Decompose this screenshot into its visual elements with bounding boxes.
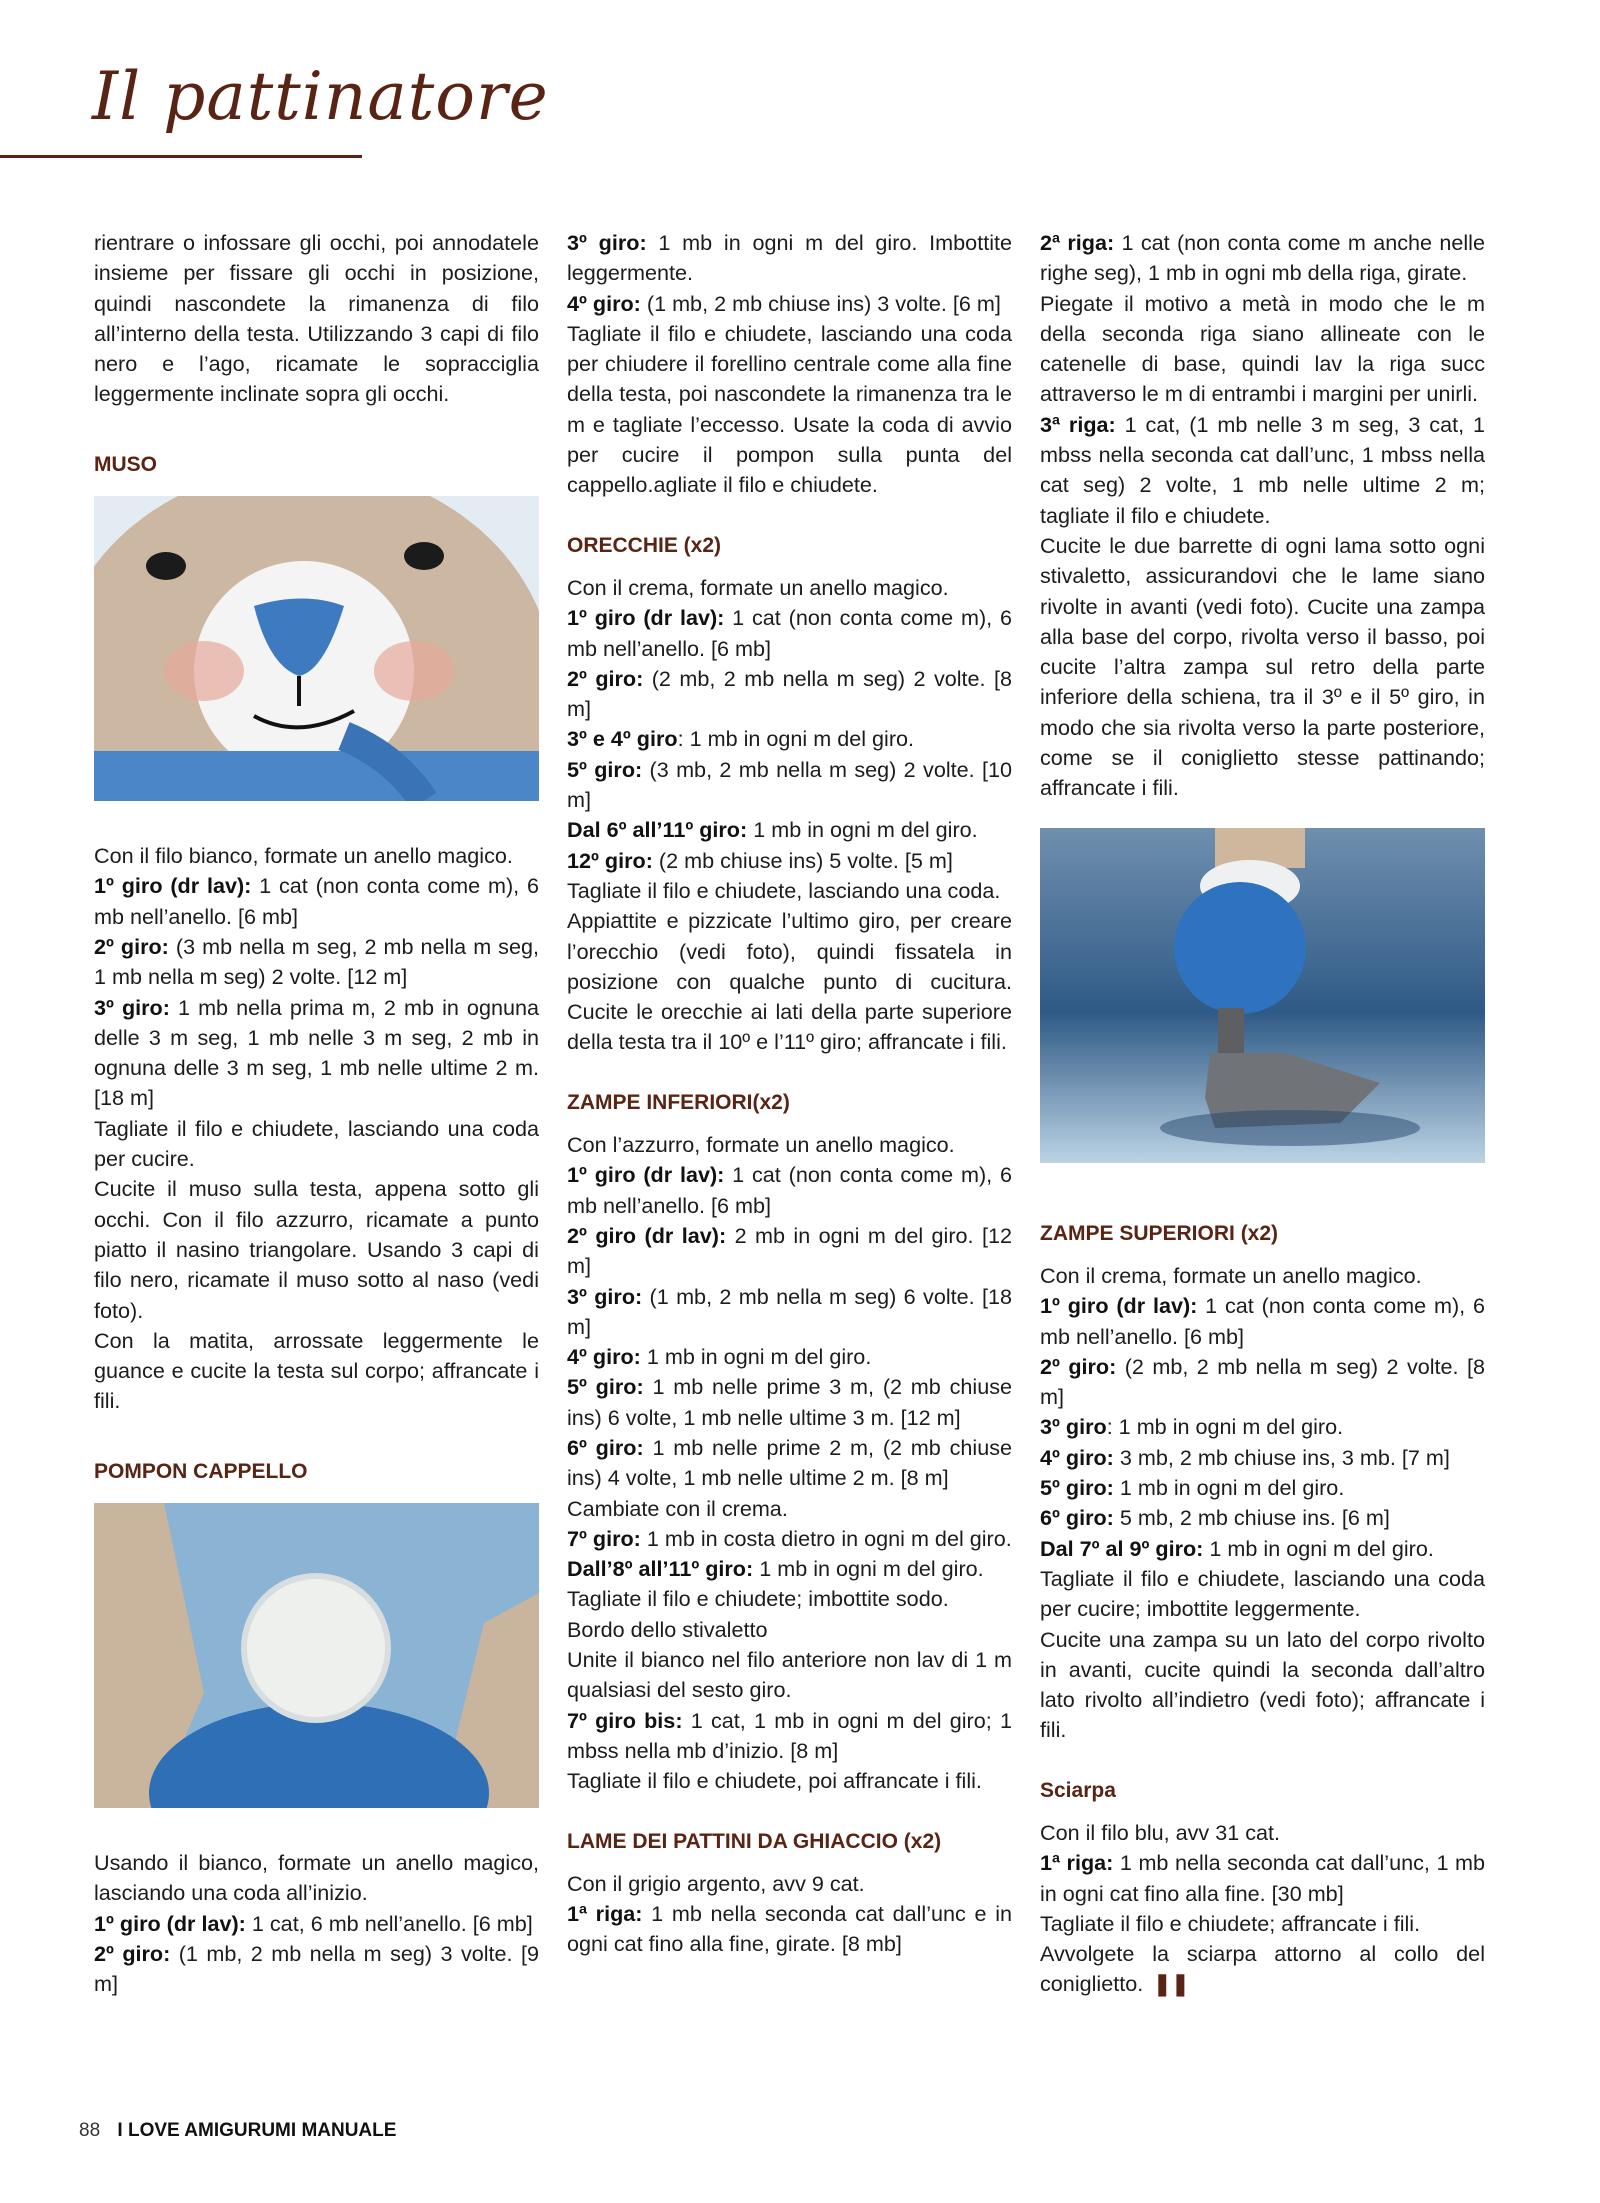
lame-instruction: Cucite le due barrette di ogni lama sotto ogni stivaletto, assicurandovi che le lame siano rivolte in avanti (vedi foto). Cucite una zampa alla base del corpo, rivolta verso il basso, poi cucite l’altra zampa sul retro della parte inferiore della schiena, tra il 3º e il 5º giro, in modo che sia rivolta verso la parte posteriore, come se il coniglietto stesse pattinando; affrancate i fili. [1040,532,1485,801]
zampe-superiori-round: 1º giro (dr lav): 1 cat (non conta come m), 6 mb nell’anello. [6 mb] [1040,1293,1485,1349]
zampe-inferiori-round: 6º giro: 1 mb nelle prime 2 m, (2 mb chiuse ins) 4 volte, 1 mb nelle ultime 2 m. [8 m] [567,1434,1013,1491]
orecchie-instruction: Appiattite e pizzicate l’ultimo giro, per creare l’orecchio (vedi foto), quindi fissatela in posizione con qualche punto di cucitura. Cucite le orecchie ai lati della parte superiore della testa tra il 10º e l’11º giro; affrancate i fili. [567,908,1012,1055]
sciarpa-instruction: Tagliate il filo e chiudete; affrancate i fili. [1040,1910,1421,1936]
sciarpa-instruction: Con il filo blu, avv 31 cat. [1040,1819,1281,1845]
zampe-inferiori-round: 2º giro (dr lav): 2 mb in ogni m del giro. [12 m] [567,1222,1012,1279]
zampe-superiori-round: 2º giro: (2 mb, 2 mb nella m seg) 2 volte. [8 m] [1040,1353,1485,1410]
lame-row-1: 1ª riga: 1 mb nella seconda cat dall’unc e in ogni cat fino alla fine, girate. [8 mb] [567,1901,1013,1957]
zampe-superiori-round: 3º giro: 1 mb in ogni m del giro. [1040,1414,1344,1440]
column-1 [94,228,539,2000]
muso-round-3: 3º giro: 1 mb nella prima m, 2 mb in ognuna delle 3 m seg, 1 mb nelle 3 m seg, 2 mb in ognuna delle 3 m seg, 1 mb nelle ultime 2 m. [18 m] [94,994,539,1111]
pompon-instruction: Tagliate il filo e chiudete, lasciando una coda per chiudere il forellino centrale come alla fine della testa, poi nascondete la rimanenza tra le m e tagliate l’eccesso. Usate la coda di avvio per cucire il pompon sulla punta del cappello.agliate il filo e chiudete. [567,320,1012,498]
section-heading-lame: LAME DEI PATTINI DA GHIACCIO (x2) [567,1829,942,1853]
zampe-inferiori-instruction: Unite il bianco nel filo anteriore non lav di 1 m qualsiasi del sesto giro. [567,1647,1012,1703]
muso-round-2: 2º giro: (3 mb nella m seg, 2 mb nella m seg, 1 mb nella m seg) 2 volte. [12 m] [94,933,539,990]
photo-hat-pompon [94,1503,539,1808]
title-underline [0,155,362,158]
zampe-superiori-round: 4º giro: 3 mb, 2 mb chiuse ins, 3 mb. [7 m] [1040,1444,1450,1470]
zampe-inferiori-round: 1º giro (dr lav): 1 cat (non conta come m), 6 mb nell’anello. [6 mb] [567,1162,1012,1218]
section-heading-muso: MUSO [94,452,157,476]
sciarpa-row-1: 1ª riga: 1 mb nella seconda cat dall’unc, 1 mb in ogni cat fino alla fine. [30 mb] [1040,1850,1485,1906]
zampe-superiori-instruction: Con il crema, formate un anello magico. [1040,1262,1422,1288]
zampe-superiori-round: Dal 7º al 9º giro: 1 mb in ogni m del giro. [1040,1535,1434,1561]
pompon-round-1: 1º giro (dr lav): 1 cat, 6 mb nell’anello. [6 mb] [94,1910,533,1936]
zampe-superiori-round: 5º giro: 1 mb in ogni m del giro. [1040,1475,1345,1501]
zampe-inferiori-round: 7º giro bis: 1 cat, 1 mb in ogni m del giro; 1 mbss nella mb d’inizio. [8 m] [567,1707,1012,1763]
muso-instruction: Cucite il muso sulla testa, appena sotto gli occhi. Con il filo azzurro, ricamate a punto piatto il nasino triangolare. Usando 3 capi di filo nero, ricamate il muso sotto al naso (vedi foto). [94,1176,539,1323]
orecchie-round: Dal 6º all’11º giro: 1 mb in ogni m del giro. [567,817,978,843]
pompon-round-3: 3º giro: 1 mb in ogni m del giro. Imbottite leggermente. [567,230,1012,286]
zampe-inferiori-round: 3º giro: (1 mb, 2 mb nella m seg) 6 volte. [18 m] [567,1283,1012,1339]
orecchie-round: 2º giro: (2 mb, 2 mb nella m seg) 2 volte. [8 m] [567,665,1012,722]
section-heading-orecchie: ORECCHIE (x2) [567,533,722,557]
photo-skate-leg [1040,828,1485,1163]
zampe-inferiori-round: 5º giro: 1 mb nelle prime 3 m, (2 mb chiuse ins) 6 volte, 1 mb nelle ultime 3 m. [12 m] [567,1374,1013,1430]
section-heading-sciarpa: Sciarpa [1040,1778,1116,1802]
lame-row-3: 3ª riga: 1 cat, (1 mb nelle 3 m seg, 3 cat, 1 mbss nella seconda cat dall’unc, 1 mbss nella cat seg) 2 volte, 1 mb nelle ultime 2 m; tagliate il filo e chiudete. [1040,411,1486,528]
page-title: Il pattinatore [92,58,549,135]
orecchie-round: 3º e 4º giro: 1 mb in ogni m del giro. [567,726,915,752]
end-mark: ❚❚ [1153,1971,1190,1997]
muso-instruction: Con la matita, arrossate leggermente le guance e cucite la testa sul corpo; affrancate i fili. [94,1327,539,1414]
zampe-inferiori-instruction: Con l’azzurro, formate un anello magico. [567,1132,955,1158]
zampe-inferiori-instruction: Tagliate il filo e chiudete, poi affrancate i fili. [567,1768,982,1794]
orecchie-round: 12º giro: (2 mb chiuse ins) 5 volte. [5 m] [567,847,953,873]
zampe-inferiori-round: 4º giro: 1 mb in ogni m del giro. [567,1344,872,1370]
section-heading-zampe-inferiori: ZAMPE INFERIORI(x2) [567,1090,790,1114]
section-heading-zampe-superiori: ZAMPE SUPERIORI (x2) [1040,1221,1279,1245]
page-footer [79,2120,396,2142]
zampe-inferiori-round: 7º giro: 1 mb in costa dietro in ogni m del giro. [567,1525,1012,1551]
section-heading-pompon: POMPON CAPPELLO [94,1459,308,1483]
orecchie-round: 1º giro (dr lav): 1 cat (non conta come m), 6 mb nell’anello. [6 mb] [567,605,1012,661]
muso-instruction: Con il filo bianco, formate un anello magico. [94,843,513,869]
intro-paragraph: rientrare o infossare gli occhi, poi annodatele insieme per fissare gli occhi in posizione, quindi nascondete la rimanenza di filo all’interno della testa. Utilizzando 3 capi di filo nero e l’ago, ricamate le sopracciglia leggermente inclinate sopra gli occhi. [94,230,539,407]
zampe-inferiori-subheading: Bordo dello stivaletto [567,1616,768,1642]
photo-bunny-muzzle [94,496,539,801]
orecchie-instruction: Con il crema, formate un anello magico. [567,574,949,600]
pompon-instruction: Usando il bianco, formate un anello magico, lasciando una coda all’inizio. [94,1850,539,1906]
muso-instruction: Tagliate il filo e chiudete, lasciando una coda per cucire. [94,1115,539,1172]
lame-instruction: Con il grigio argento, avv 9 cat. [567,1870,865,1896]
pompon-round-2: 2º giro: (1 mb, 2 mb nella m seg) 3 volte. [9 m] [94,1940,539,1997]
pompon-round-4: 4º giro: (1 mb, 2 mb chiuse ins) 3 volte. [6 m] [567,290,1001,316]
page-number: 88 [79,2120,101,2141]
zampe-superiori-instruction: Cucite una zampa su un lato del corpo rivolto in avanti, cucite quindi la seconda dall’altro lato rivolto all’indietro (vedi foto); affrancate i fili. [1040,1626,1485,1743]
orecchie-instruction: Tagliate il filo e chiudete, lasciando una coda. [567,877,1001,903]
zampe-inferiori-instruction: Tagliate il filo e chiudete; imbottite sodo. [567,1586,949,1612]
zampe-inferiori-round: Dall’8º all’11º giro: 1 mb in ogni m del giro. [567,1556,984,1582]
zampe-superiori-instruction: Tagliate il filo e chiudete, lasciando una coda per cucire; imbottite leggermente. [1040,1565,1485,1622]
lame-row-2: 2ª riga: 1 cat (non conta come m anche nelle righe seg), 1 mb in ogni mb della riga, girate. [1040,230,1485,286]
lame-instruction: Piegate il motivo a metà in modo che le m della seconda riga siano allineate con le catenelle di base, quindi lav la riga succ attraverso le m di entrambi i margini per unirli. [1040,290,1485,407]
column-2 [567,228,1012,1960]
sciarpa-final: Avvolgete la sciarpa attorno al collo del coniglietto. ❚❚ [1040,1941,1485,1997]
orecchie-round: 5º giro: (3 mb, 2 mb nella m seg) 2 volte. [10 m] [567,756,1012,813]
zampe-superiori-round: 6º giro: 5 mb, 2 mb chiuse ins. [6 m] [1040,1505,1390,1531]
zampe-inferiori-instruction: Cambiate con il crema. [567,1495,788,1521]
column-3 [1040,228,1485,2000]
magazine-name: I LOVE AMIGURUMI MANUALE [117,2120,397,2141]
muso-round-1: 1º giro (dr lav): 1 cat (non conta come m), 6 mb nell’anello. [6 mb] [94,873,539,929]
